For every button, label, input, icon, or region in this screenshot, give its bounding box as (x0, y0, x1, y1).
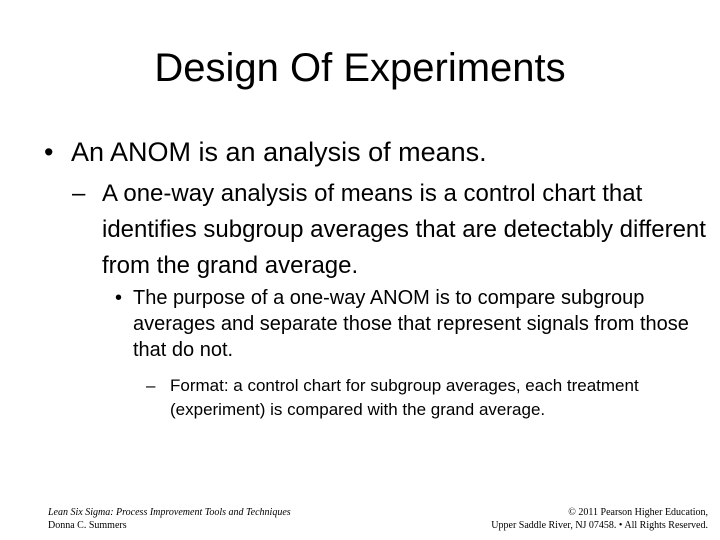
bullet-marker: • (44, 137, 54, 167)
bullet-level-2 (72, 176, 714, 284)
bullet-marker: – (72, 180, 86, 207)
footer-author: Donna C. Summers (48, 520, 127, 531)
bullet-level-1 (44, 134, 694, 170)
footer-copyright-line-2: Upper Saddle River, NJ 07458. • All Rights Reserved. (491, 520, 708, 531)
footer-citation (48, 506, 348, 532)
footer-book-title: Lean Six Sigma: Process Improvement Tools and Techniques (48, 507, 291, 518)
bullet-level-4 (146, 374, 686, 422)
footer-copyright (388, 506, 708, 532)
bullet-text: Format: a control chart for subgroup averages, each treatment (experiment) is compared with the grand average. (170, 376, 639, 419)
bullet-marker: – (146, 376, 156, 395)
footer-copyright-line-1: © 2011 Pearson Higher Education, (568, 507, 708, 518)
bullet-text: An ANOM is an analysis of means. (71, 137, 487, 167)
bullet-marker: • (115, 287, 123, 309)
bullet-text: The purpose of a one-way ANOM is to compare subgroup averages and separate those that represent signals from those that do not. (133, 287, 689, 361)
bullet-level-3 (115, 285, 695, 363)
bullet-text: A one-way analysis of means is a control chart that identifies subgroup averages that are detectably different from the grand average. (102, 180, 706, 279)
slide-title: Design Of Experiments (154, 46, 566, 90)
